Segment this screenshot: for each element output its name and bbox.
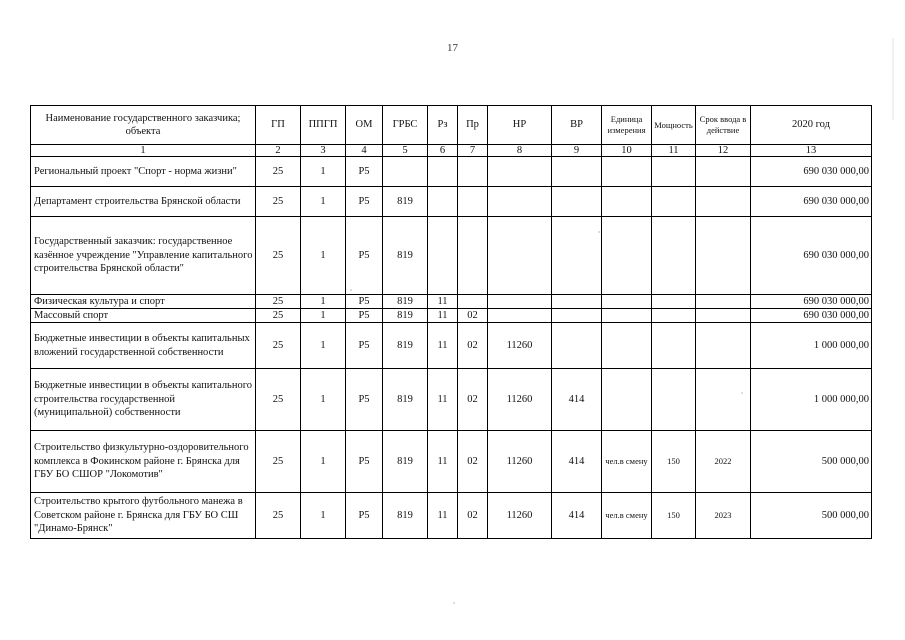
table-cell: 1 bbox=[301, 431, 346, 493]
table-cell: 11260 bbox=[488, 431, 552, 493]
table-cell: 2022 bbox=[696, 431, 751, 493]
table-cell: Р5 bbox=[346, 493, 383, 539]
column-number-row bbox=[31, 145, 872, 157]
table-cell bbox=[652, 157, 696, 187]
row-name-cell: Бюджетные инвестиции в объекты капитальных вложений государственной собственности bbox=[31, 323, 256, 369]
row-name-cell: Региональный проект "Спорт - норма жизни" bbox=[31, 157, 256, 187]
amount-cell: 690 030 000,00 bbox=[751, 187, 872, 217]
table-cell: Р5 bbox=[346, 217, 383, 295]
column-number: 11 bbox=[652, 145, 696, 157]
page-number: 17 bbox=[447, 42, 458, 54]
header-pr: Пр bbox=[458, 106, 488, 145]
table-cell: 11260 bbox=[488, 493, 552, 539]
table-cell: 25 bbox=[256, 187, 301, 217]
amount-cell: 1 000 000,00 bbox=[751, 369, 872, 431]
table-cell: Р5 bbox=[346, 431, 383, 493]
amount-cell: 500 000,00 bbox=[751, 431, 872, 493]
table-cell bbox=[458, 187, 488, 217]
table-cell: 414 bbox=[552, 369, 602, 431]
table-cell: 819 bbox=[383, 295, 428, 309]
table-row bbox=[31, 295, 872, 309]
column-number: 12 bbox=[696, 145, 751, 157]
table-cell: чел.в смену bbox=[602, 431, 652, 493]
table-cell: 11 bbox=[428, 431, 458, 493]
table-cell: 25 bbox=[256, 157, 301, 187]
table-cell: 1 bbox=[301, 157, 346, 187]
column-number: 5 bbox=[383, 145, 428, 157]
table-cell bbox=[652, 309, 696, 323]
table-cell bbox=[428, 187, 458, 217]
column-number: 6 bbox=[428, 145, 458, 157]
table-cell: 02 bbox=[458, 493, 488, 539]
table-row bbox=[31, 323, 872, 369]
table-cell: 25 bbox=[256, 295, 301, 309]
table-cell bbox=[552, 157, 602, 187]
table-cell bbox=[552, 309, 602, 323]
row-name-cell: Государственный заказчик: государственное казённое учреждение "Управление капитального строительства Брянской области" bbox=[31, 217, 256, 295]
table-cell: 02 bbox=[458, 431, 488, 493]
amount-cell: 690 030 000,00 bbox=[751, 217, 872, 295]
table-cell bbox=[696, 369, 751, 431]
header-vr: ВР bbox=[552, 106, 602, 145]
table-cell: 414 bbox=[552, 431, 602, 493]
table-cell: Р5 bbox=[346, 187, 383, 217]
table-cell: 02 bbox=[458, 309, 488, 323]
column-number: 13 bbox=[751, 145, 872, 157]
table-cell bbox=[552, 187, 602, 217]
table-cell bbox=[552, 295, 602, 309]
table-cell: 25 bbox=[256, 431, 301, 493]
table-cell: 11 bbox=[428, 369, 458, 431]
table-cell: 819 bbox=[383, 187, 428, 217]
table-cell bbox=[602, 369, 652, 431]
table-cell: чел.в смену bbox=[602, 493, 652, 539]
table-cell: Р5 bbox=[346, 323, 383, 369]
table-row bbox=[31, 217, 872, 295]
data-rows bbox=[31, 157, 872, 539]
table-cell: 1 bbox=[301, 493, 346, 539]
table-cell bbox=[652, 187, 696, 217]
header-commissioning: Срок ввода в действие bbox=[696, 106, 751, 145]
header-unit: Единица измерения bbox=[602, 106, 652, 145]
table-cell: 25 bbox=[256, 369, 301, 431]
table-cell: 1 bbox=[301, 309, 346, 323]
table-cell bbox=[602, 323, 652, 369]
column-number: 1 bbox=[31, 145, 256, 157]
table-cell bbox=[458, 217, 488, 295]
header-2020: 2020 год bbox=[751, 106, 872, 145]
table-cell: 11260 bbox=[488, 323, 552, 369]
table-cell: 1 bbox=[301, 369, 346, 431]
table-cell: 819 bbox=[383, 323, 428, 369]
table-cell: 414 bbox=[552, 493, 602, 539]
amount-cell: 500 000,00 bbox=[751, 493, 872, 539]
header-nr: НР bbox=[488, 106, 552, 145]
table-cell: 150 bbox=[652, 431, 696, 493]
header-name: Наименование государственного заказчика; объекта bbox=[31, 106, 256, 145]
row-name-cell: Строительство крытого футбольного манежа в Советском районе г. Брянска для ГБУ БО СШ "Динамо-Брянск" bbox=[31, 493, 256, 539]
table-cell bbox=[552, 217, 602, 295]
column-number: 9 bbox=[552, 145, 602, 157]
table-cell bbox=[428, 217, 458, 295]
header-gp: ГП bbox=[256, 106, 301, 145]
column-number: 10 bbox=[602, 145, 652, 157]
table-cell: 25 bbox=[256, 309, 301, 323]
table-cell bbox=[696, 309, 751, 323]
table-cell: 25 bbox=[256, 493, 301, 539]
table-cell bbox=[428, 157, 458, 187]
header-om: ОМ bbox=[346, 106, 383, 145]
table-cell bbox=[602, 295, 652, 309]
table-cell: 819 bbox=[383, 431, 428, 493]
table-cell: 11 bbox=[428, 295, 458, 309]
table-cell: Р5 bbox=[346, 157, 383, 187]
table-cell bbox=[458, 157, 488, 187]
amount-cell: 690 030 000,00 bbox=[751, 157, 872, 187]
header-rz: Рз bbox=[428, 106, 458, 145]
amount-cell: 690 030 000,00 bbox=[751, 309, 872, 323]
column-number: 2 bbox=[256, 145, 301, 157]
table-cell bbox=[602, 187, 652, 217]
table-row bbox=[31, 369, 872, 431]
table-cell: 819 bbox=[383, 217, 428, 295]
column-number: 8 bbox=[488, 145, 552, 157]
table-cell: 11 bbox=[428, 323, 458, 369]
table-cell: 1 bbox=[301, 323, 346, 369]
table-cell bbox=[488, 157, 552, 187]
table-cell bbox=[652, 295, 696, 309]
table-cell: 25 bbox=[256, 323, 301, 369]
table-cell bbox=[652, 369, 696, 431]
table-cell: 2023 bbox=[696, 493, 751, 539]
table-cell: 1 bbox=[301, 217, 346, 295]
table-cell bbox=[488, 187, 552, 217]
table-row bbox=[31, 493, 872, 539]
budget-table bbox=[30, 105, 872, 539]
table-cell bbox=[696, 295, 751, 309]
table-cell bbox=[602, 309, 652, 323]
amount-cell: 690 030 000,00 bbox=[751, 295, 872, 309]
row-name-cell: Бюджетные инвестиции в объекты капитального строительства государственной (муниципальной) собственности bbox=[31, 369, 256, 431]
row-name-cell: Массовый спорт bbox=[31, 309, 256, 323]
table-cell: 1 bbox=[301, 295, 346, 309]
table-cell bbox=[652, 323, 696, 369]
table-cell: Р5 bbox=[346, 309, 383, 323]
table-cell: 02 bbox=[458, 369, 488, 431]
table-cell bbox=[488, 217, 552, 295]
column-number: 3 bbox=[301, 145, 346, 157]
table-cell: 11 bbox=[428, 493, 458, 539]
column-number: 4 bbox=[346, 145, 383, 157]
table-cell bbox=[602, 157, 652, 187]
table-cell bbox=[488, 295, 552, 309]
table-row bbox=[31, 309, 872, 323]
row-name-cell: Физическая культура и спорт bbox=[31, 295, 256, 309]
header-row bbox=[31, 106, 872, 145]
table-row bbox=[31, 157, 872, 187]
table-cell: 25 bbox=[256, 217, 301, 295]
table-cell: 11260 bbox=[488, 369, 552, 431]
table-cell bbox=[696, 217, 751, 295]
header-grbs: ГРБС bbox=[383, 106, 428, 145]
table-cell bbox=[458, 295, 488, 309]
amount-cell: 1 000 000,00 bbox=[751, 323, 872, 369]
table-cell bbox=[488, 309, 552, 323]
row-name-cell: Строительство физкультурно-оздоровительного комплекса в Фокинском районе г. Брянска для ГБУ БО СШОР "Локомотив" bbox=[31, 431, 256, 493]
table-cell: 1 bbox=[301, 187, 346, 217]
column-number: 7 bbox=[458, 145, 488, 157]
table-cell bbox=[696, 157, 751, 187]
table-cell bbox=[383, 157, 428, 187]
table-cell: 150 bbox=[652, 493, 696, 539]
table-cell: 819 bbox=[383, 369, 428, 431]
table-cell bbox=[696, 323, 751, 369]
table-cell: Р5 bbox=[346, 369, 383, 431]
row-name-cell: Департамент строительства Брянской области bbox=[31, 187, 256, 217]
table-cell bbox=[602, 217, 652, 295]
table-cell bbox=[652, 217, 696, 295]
table-cell: 02 bbox=[458, 323, 488, 369]
table-cell: 819 bbox=[383, 309, 428, 323]
table-cell: Р5 bbox=[346, 295, 383, 309]
table-cell bbox=[552, 323, 602, 369]
header-ppgp: ППГП bbox=[301, 106, 346, 145]
table-cell bbox=[696, 187, 751, 217]
table-row bbox=[31, 431, 872, 493]
table-cell: 11 bbox=[428, 309, 458, 323]
header-capacity: Мощность bbox=[652, 106, 696, 145]
table-row bbox=[31, 187, 872, 217]
table-cell: 819 bbox=[383, 493, 428, 539]
